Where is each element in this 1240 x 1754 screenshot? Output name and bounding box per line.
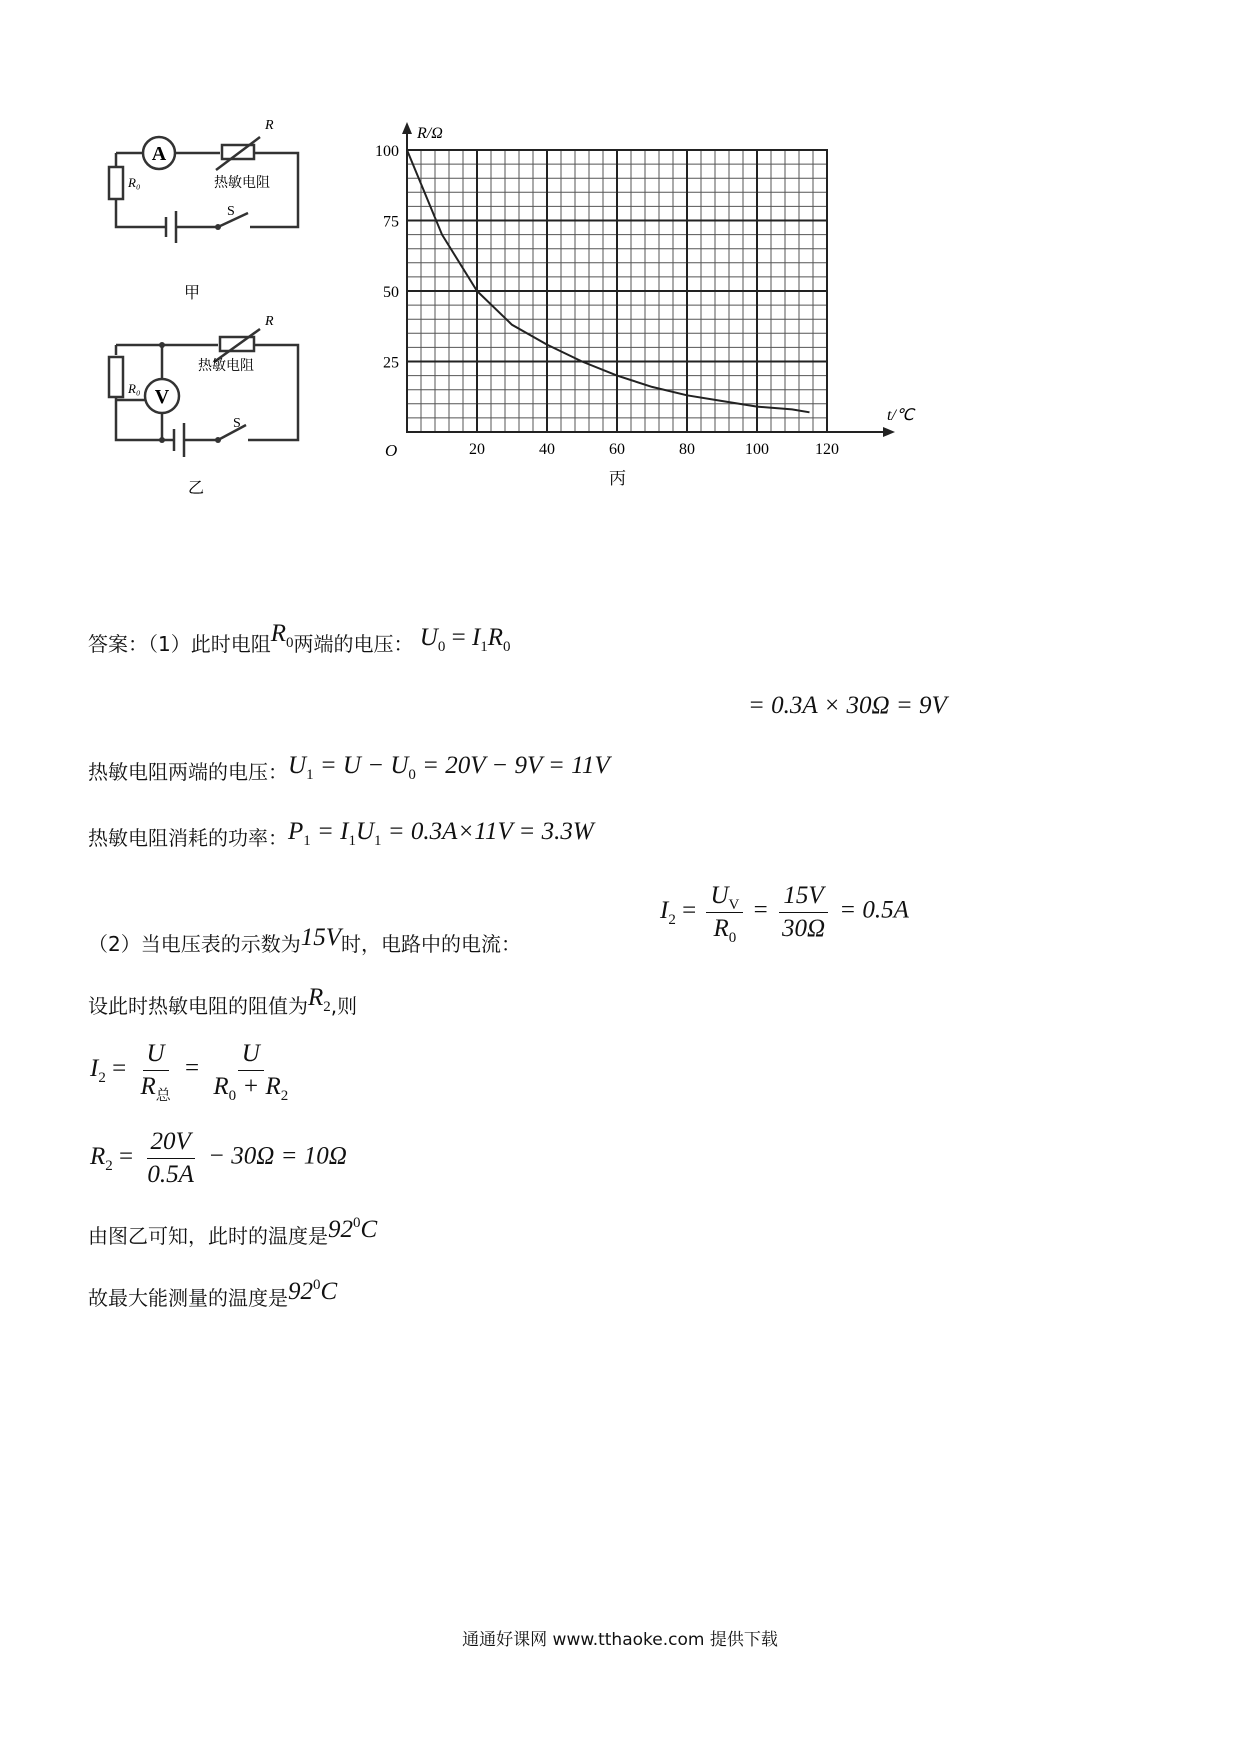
- x-tick-label: 40: [539, 441, 555, 458]
- r2-equation: $R_2$ = $\frac{20V}{0.5A}$ − 30Ω = 10Ω: [90, 1128, 347, 1188]
- y-axis-label: R/Ω: [417, 125, 443, 142]
- circuit-diagram-b: [100, 315, 340, 500]
- line-text: 热敏电阻两端的电压：: [88, 760, 288, 784]
- y-axis-arrow: [402, 122, 412, 134]
- caption-jia: 甲: [184, 285, 201, 302]
- y-tick-label: 100: [375, 143, 399, 160]
- x-tick-label: 120: [815, 441, 839, 458]
- page-footer: 通通好课网 www.tthaoke.com 提供下载: [462, 1630, 778, 1650]
- r0-label: R₀: [128, 381, 141, 396]
- solution-line-1: 答案：（1）此时电阻$R_0$两端的电压： $U_0 = I_1R_0$: [88, 620, 511, 656]
- caption-yi: 乙: [188, 480, 205, 497]
- solution-line-10: 故最大能测量的温度是$92^0C$: [88, 1277, 338, 1310]
- x-tick-label: 100: [745, 441, 769, 458]
- resistor-r-label: R: [265, 118, 274, 133]
- x-tick-label: 60: [609, 441, 625, 458]
- line-text: （2）当电压表的示数为: [88, 932, 301, 956]
- solution-line-6: 设此时热敏电阻的阻值为$R_2$,则: [88, 984, 358, 1018]
- line-text: 故最大能测量的温度是: [88, 1286, 288, 1310]
- y-tick-label: 50: [383, 284, 399, 301]
- x-tick-label: 20: [469, 441, 485, 458]
- solution-line-5: （2）当电压表的示数为15V时，电路中的电流：: [88, 924, 522, 956]
- resistor-r-label: R: [265, 315, 274, 329]
- x-axis-label: t/℃: [887, 407, 914, 424]
- y-tick-label: 75: [383, 213, 399, 231]
- resistance-temperature-chart: [360, 110, 920, 510]
- r0-label: R₀: [128, 175, 141, 190]
- solution-line-2: = 0.3A × 30Ω = 9V: [748, 692, 947, 719]
- switch-label: S: [233, 416, 241, 431]
- thermistor-label: 热敏电阻: [214, 176, 270, 191]
- circuit-diagram-a: [100, 115, 340, 305]
- solution-line-3: 热敏电阻两端的电压：$U_1 = U - U_0 = 20V - 9V = 11V$: [88, 752, 610, 784]
- series-line: [407, 150, 810, 412]
- x-tick-label: 80: [679, 441, 695, 458]
- thermistor-label: 热敏电阻: [198, 359, 254, 374]
- x-axis-arrow: [883, 427, 895, 437]
- resistance-equation: $I_2$ = $\frac{U}{R_总}$ = $\frac{U}{R_0 + R_2}$: [90, 1040, 289, 1104]
- line-text: 答案：（1）此时电阻: [88, 632, 271, 656]
- caption-bing: 丙: [609, 469, 626, 488]
- line-text: 由图乙可知，此时的温度是: [88, 1224, 328, 1248]
- solution-line-4: 热敏电阻消耗的功率：$P_1 = I_1U_1 = 0.3A\times 11V = 3.3W$: [88, 818, 594, 850]
- solution-line-9: 由图乙可知，此时的温度是$92^0C$: [88, 1215, 378, 1248]
- line-text: 设此时热敏电阻的阻值为: [88, 994, 308, 1018]
- current-equation: $I_2$ = $\frac{U_V}{R_0}$ = $\frac{15V}{30\Omega}$ = 0.5A: [660, 882, 909, 946]
- ammeter-label: A: [151, 143, 167, 165]
- voltmeter-label: V: [154, 386, 170, 408]
- line-text: 两端的电压：: [293, 632, 414, 656]
- switch-label: S: [227, 204, 235, 219]
- origin-label: O: [385, 441, 398, 460]
- line-text: 热敏电阻消耗的功率：: [88, 826, 288, 850]
- y-tick-label: 25: [383, 354, 399, 372]
